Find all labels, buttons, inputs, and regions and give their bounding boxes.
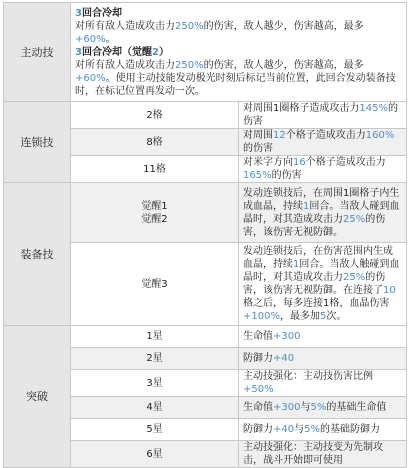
- combo-percent: 145%: [359, 103, 388, 114]
- awake-2-label: 觉醒2: [141, 213, 168, 225]
- text: 防御力: [243, 424, 273, 435]
- equip-effect-3: [239, 243, 407, 326]
- equip-row-1: [4, 183, 407, 243]
- combo-condition: 2格: [71, 102, 239, 129]
- text: 的伤害: [243, 143, 273, 154]
- text: 防御力: [243, 353, 273, 364]
- text: 次。: [326, 311, 347, 322]
- breakthrough-effect: [239, 441, 407, 468]
- combo-cell-count: 12: [273, 130, 286, 141]
- text: 主动技强化：主动技变为先制攻击，战斗开始即可使用: [243, 442, 383, 466]
- cooldown-number: 3: [75, 7, 82, 19]
- text: 与: [294, 424, 305, 435]
- combo-row-1: [4, 102, 407, 129]
- text: 对米字方向: [243, 157, 293, 168]
- text: 主动技强化：主动技伤害比例: [243, 371, 373, 382]
- text: 。使用主动技能发动极光时刻后标记当前位置，此回合发动装备技时，在标记位置再发动一次。: [75, 72, 396, 97]
- breakthrough-effect: [239, 419, 407, 441]
- duration: 1: [293, 259, 300, 270]
- active-text-1: [75, 20, 402, 46]
- awake-1-label: 觉醒1: [141, 200, 168, 212]
- max-stack: 5: [319, 311, 327, 322]
- equip-effect-1: [239, 183, 407, 243]
- text: 回合。当敌人碰到血晶时，对其造成攻击力: [243, 200, 400, 225]
- combo-percent: 160%: [365, 130, 395, 141]
- active-block-1: [75, 7, 402, 20]
- text: 发动连锁技后，在周围1圈格子内生成血晶，持续: [243, 187, 400, 212]
- text: ）: [158, 46, 169, 58]
- text: 。: [105, 33, 116, 45]
- damage-percent-awake: 250%: [175, 59, 204, 71]
- stat-value: +40: [273, 424, 295, 435]
- star-level: 6星: [71, 441, 239, 468]
- breakthrough-effect: [239, 348, 407, 370]
- text: 的伤害，该伤害无视防御。: [243, 213, 386, 238]
- equip-percent: 25%: [343, 272, 366, 283]
- combo-effect: [239, 102, 407, 129]
- text: 的伤害: [243, 103, 398, 127]
- active-skill-row: [4, 3, 407, 102]
- text: 发动连锁技后，在伤害范围内生成血晶，持续: [243, 246, 393, 270]
- equip-awake-3-label: 觉醒3: [71, 243, 239, 326]
- text: 对所有敌人造成攻击力: [75, 20, 175, 32]
- stat-value: +50%: [243, 384, 274, 395]
- star-level: 3星: [71, 370, 239, 397]
- damage-percent: 250%: [175, 20, 204, 32]
- stat-value: +300: [273, 402, 301, 413]
- text: 格之后，每多连接1格，血晶伤害: [243, 298, 390, 309]
- equip-awake-label: [71, 183, 239, 243]
- stat-value: +40: [273, 353, 295, 364]
- breakthrough-row-1: [4, 326, 407, 348]
- active-text-2: [75, 59, 402, 98]
- combo-condition: 11格: [71, 156, 239, 183]
- duration: 1: [303, 200, 310, 212]
- equip-percent: 25%: [343, 213, 366, 225]
- awake-level: 2: [151, 46, 159, 58]
- text: 对周围1圈格子造成攻击力: [243, 103, 360, 114]
- text: 的伤害，敌人越少，伤害越高，最多: [203, 20, 364, 32]
- category-equip: 装备技: [4, 183, 71, 326]
- category-combo: 连锁技: [4, 102, 71, 183]
- cooldown-number-awake: 3: [75, 46, 82, 58]
- text: 回合。当敌人触碰到血晶时，对其造成攻击力: [243, 259, 400, 283]
- crystal-bonus: +100%: [243, 311, 280, 322]
- text: 对周围: [243, 130, 273, 141]
- bonus-percent-awake: +60%: [75, 72, 106, 84]
- text: 与: [300, 402, 311, 413]
- active-skill-description: [71, 3, 407, 102]
- star-level: 5星: [71, 419, 239, 441]
- category-active: 主动技: [4, 3, 71, 102]
- text: 的基础防御力: [319, 424, 380, 435]
- bonus-percent: +60%: [75, 33, 106, 45]
- breakthrough-effect: [239, 326, 407, 348]
- text: 的基础生命值: [326, 402, 387, 413]
- cooldown-title-awake: 回合冷却（觉醒: [81, 46, 152, 58]
- cooldown-title: 回合冷却: [81, 7, 122, 19]
- combo-effect: [239, 129, 407, 156]
- combo-effect: [239, 156, 407, 183]
- category-breakthrough: 突破: [4, 326, 71, 468]
- text: 生命值: [243, 331, 273, 342]
- combo-cell-count: 16: [293, 157, 306, 168]
- text: 生命值: [243, 402, 273, 413]
- combo-condition: 8格: [71, 129, 239, 156]
- star-level: 4星: [71, 397, 239, 419]
- star-level: 1星: [71, 326, 239, 348]
- breakthrough-effect: [239, 397, 407, 419]
- star-level: 2星: [71, 348, 239, 370]
- text: 的伤害，敌人越少，伤害越高，最多: [203, 59, 364, 71]
- active-block-2: [75, 46, 402, 59]
- text: 的伤害，该伤害无视防御。在连接了: [243, 272, 386, 296]
- stat-value: +300: [273, 331, 301, 342]
- text: 个格子造成攻击力: [285, 130, 366, 141]
- text: 的伤害: [271, 170, 302, 181]
- stat-percent: 5%: [310, 402, 327, 413]
- text: 对所有敌人造成攻击力: [75, 59, 175, 71]
- stat-percent: 5%: [304, 424, 320, 435]
- breakthrough-effect: [239, 370, 407, 397]
- link-count: 10: [383, 285, 396, 296]
- combo-percent: 165%: [243, 170, 272, 181]
- text: 个格子造成攻击力: [305, 157, 386, 168]
- skill-table: [3, 2, 407, 468]
- text: ，最多加: [279, 311, 320, 322]
